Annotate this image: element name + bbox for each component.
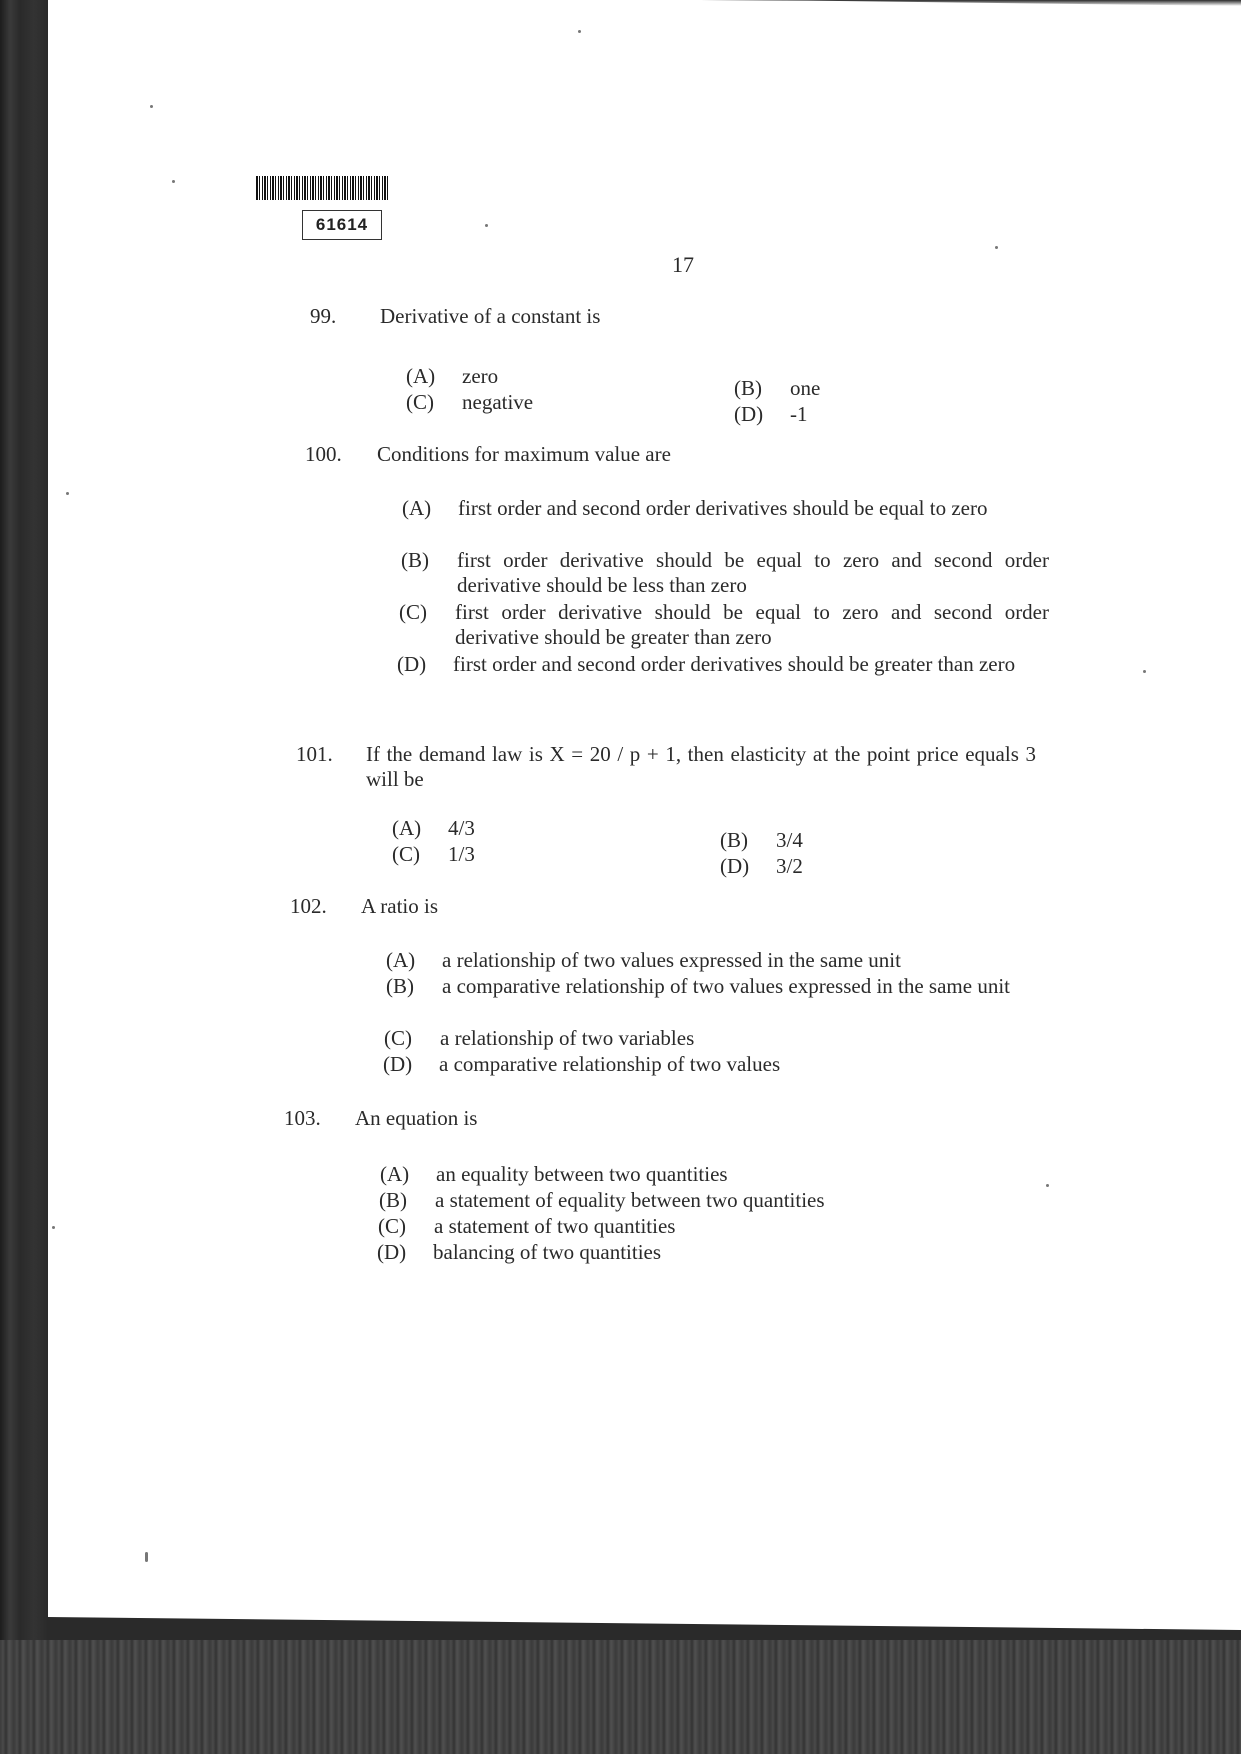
option-text: balancing of two quantities: [433, 1240, 662, 1264]
scan-speck: [150, 105, 153, 108]
option-letter: (B): [720, 828, 748, 852]
option-letter: (D): [734, 402, 764, 426]
option-text: a statement of equality between two quantities: [435, 1188, 825, 1212]
scan-speck: [995, 246, 998, 249]
option-d: [377, 1240, 661, 1265]
option-text: one: [790, 376, 821, 400]
question-102: [290, 894, 1050, 1084]
option-letter: (D): [383, 1052, 413, 1076]
question-99: [310, 304, 1010, 434]
option-c: [378, 1214, 675, 1239]
option-text: a comparative relationship of two values expressed in the same unit: [442, 974, 1010, 998]
option-letter: (B): [734, 376, 762, 400]
option-letter: (D): [397, 652, 427, 676]
question-number: 99.: [310, 304, 337, 328]
option-letter: (D): [720, 854, 750, 878]
option-letter: (C): [384, 1026, 412, 1050]
option-letter: (D): [377, 1240, 407, 1264]
question-text: Conditions for maximum value are: [377, 442, 671, 466]
question-number: 103.: [284, 1106, 321, 1130]
option-letter: (A): [406, 364, 436, 388]
option-b: [386, 974, 1032, 1026]
barcode: [256, 176, 388, 200]
option-b: [720, 828, 803, 853]
option-text: first order derivative should be equal to zero and second order derivative should be less than zero: [457, 548, 1049, 597]
option-letter: (C): [378, 1214, 406, 1238]
option-a: [392, 816, 475, 841]
option-b: [401, 548, 1049, 600]
scan-speck: [485, 224, 488, 227]
option-text: a statement of two quantities: [434, 1214, 676, 1238]
option-letter: (B): [379, 1188, 407, 1212]
option-c: [399, 600, 1049, 652]
option-a: [380, 1162, 728, 1187]
question-text: If the demand law is X = 20 / p + 1, then elasticity at the point price equals 3 will be: [366, 742, 1036, 791]
scan-speck: [1143, 670, 1146, 673]
option-a: [386, 948, 1032, 974]
option-text: a relationship of two variables: [440, 1026, 695, 1050]
option-letter: (A): [402, 496, 432, 520]
scan-speck: [578, 30, 581, 33]
question-100: [305, 442, 1055, 712]
option-a: [402, 496, 1049, 548]
question-number: 100.: [305, 442, 342, 466]
option-text: first order and second order derivatives should be greater than zero: [453, 652, 1016, 676]
question-number: 102.: [290, 894, 327, 918]
option-text: an equality between two quantities: [436, 1162, 728, 1186]
option-letter: (B): [386, 974, 414, 998]
option-b: [734, 376, 820, 401]
question-number: 101.: [296, 742, 333, 766]
option-d: [720, 854, 803, 879]
option-c: [384, 1026, 1032, 1052]
question-text: An equation is: [355, 1106, 478, 1130]
option-c: [392, 842, 475, 867]
scan-speck: [52, 1226, 55, 1229]
option-letter: (A): [380, 1162, 410, 1186]
option-text: first order derivative should be equal to zero and second order derivative should be greater than zero: [455, 600, 1049, 649]
option-letter: (C): [406, 390, 434, 414]
option-c: [406, 390, 533, 415]
option-a: [406, 364, 498, 389]
option-text: -1: [790, 402, 808, 426]
option-text: 3/2: [776, 854, 803, 878]
option-text: a comparative relationship of two values: [439, 1052, 781, 1076]
option-text: 3/4: [776, 828, 803, 852]
question-103: [284, 1106, 1044, 1276]
scan-speck: [172, 180, 175, 183]
page-number: 17: [672, 252, 694, 277]
option-text: zero: [462, 364, 499, 388]
option-letter: (A): [392, 816, 422, 840]
question-text: A ratio is: [361, 894, 438, 918]
option-text: first order and second order derivatives should be equal to zero: [458, 496, 988, 520]
option-b: [379, 1188, 825, 1213]
question-101: [296, 742, 1056, 882]
option-text: 1/3: [448, 842, 475, 866]
option-letter: (C): [399, 600, 427, 624]
option-d: [383, 1052, 1032, 1078]
option-text: negative: [462, 390, 534, 414]
question-text: Derivative of a constant is: [380, 304, 601, 328]
option-d: [397, 652, 1049, 704]
option-text: 4/3: [448, 816, 475, 840]
option-letter: (C): [392, 842, 420, 866]
option-d: [734, 402, 808, 427]
option-letter: (A): [386, 948, 416, 972]
paper-code: 61614: [302, 210, 382, 240]
scan-speck: [66, 492, 69, 495]
option-text: a relationship of two values expressed in the same unit: [442, 948, 901, 972]
option-letter: (B): [401, 548, 429, 572]
scanner-bed-strip: [0, 1640, 1241, 1754]
scan-speck: [145, 1552, 148, 1562]
scan-speck: [1046, 1184, 1049, 1187]
